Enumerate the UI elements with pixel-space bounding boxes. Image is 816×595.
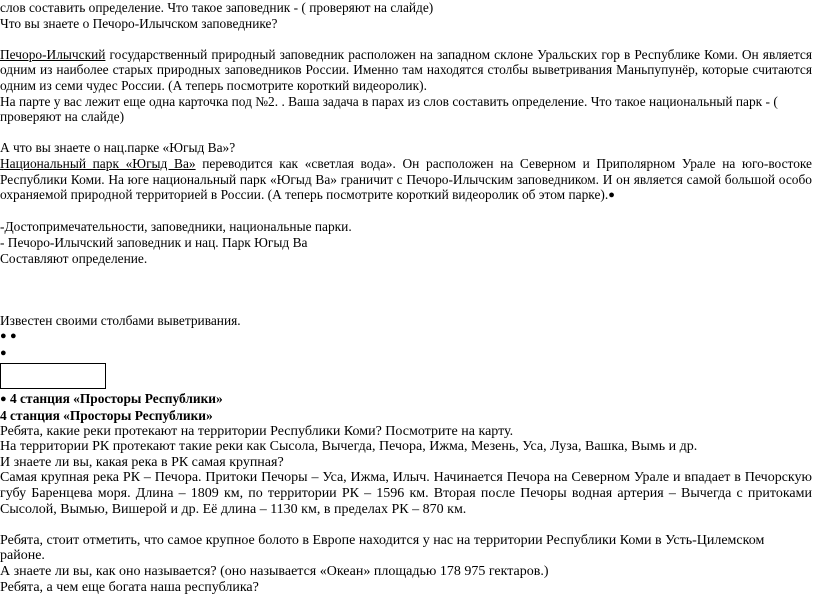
- bullet-icon: ●: [0, 330, 7, 343]
- station-heading-text: 4 станция «Просторы Республики»: [6, 391, 223, 407]
- empty-text-box[interactable]: [0, 363, 106, 389]
- list-line-1: -Достопримечательности, заповедники, национальные парки.: [0, 219, 352, 235]
- question-park: А что вы знаете о нац.парке «Югыд Ва»?: [0, 140, 236, 156]
- spacer: [0, 125, 812, 141]
- station-heading: 4 станция «Просторы Республики»: [0, 408, 213, 424]
- pechora-paragraph: Самая крупная река РК – Печора. Притоки Печоры – Уса, Ижма, Илыч. Начинается Печора на Северном Урале и впадает в Печорскую губу Баренцева моря. Длина – 1809 км, по территории РК – 1596 км. Вторая после Печоры водная артерия – Вычегда с притоками Сысолой, Вымью, Вишерой и др. Её длина – 1130 км, в пределах РК – 870 км.: [0, 470, 812, 517]
- paragraph-card: На парте у вас лежит еще одна карточка под №2. . Ваша задача в парах из слов составить определение. Что такое национальный парк - ( проверяют на слайде): [0, 93, 778, 125]
- rivers-list: На территории РК протекают такие реки как Сысола, Вычегда, Печора, Ижма, Мезень, Уса, Луза, Вашка, Вымь и др.: [0, 439, 698, 455]
- swamp-paragraph: Ребята, стоит отметить, что самое крупное болото в Европе находится у нас на территории Республики Коми в Усть-Цилемском районе.: [0, 532, 765, 564]
- swamp-question: А знаете ли вы, как оно называется? (оно называется «Океан» площадью 178 975 гектаров.): [0, 564, 549, 579]
- reserve-link[interactable]: Печоро-Илычский: [0, 46, 106, 62]
- bullet-icon: ●: [0, 346, 7, 359]
- bullet-row-1: [0, 328, 812, 345]
- list-line-2: - Печоро-Илычский заповедник и нац. Парк Югыд Ва: [0, 234, 308, 250]
- spacer: [0, 204, 812, 220]
- text-line-2: Что вы знаете о Печоро-Илычском заповеднике?: [0, 15, 278, 31]
- park-text: переводится как «светлая вода». Он расположен на Северном и Приполярном Урале на юго-востоке Республики Коми. На юге национальный парк «Югыд Ва» граничит с Печоро-Илычским заповедником. И он является самой большой особо охраняемой природной территорией в России. (А теперь посмотрите короткий видеоролик об этом парке).: [0, 155, 813, 203]
- bullet-row-2: [0, 345, 812, 362]
- spacer: [0, 297, 812, 313]
- rivers-question: Ребята, какие реки протекают на территории Республики Коми? Посмотрите на карту.: [0, 423, 514, 439]
- paragraph-park: [0, 156, 812, 204]
- list-line-3: Составляют определение.: [0, 250, 148, 266]
- spacer: [0, 266, 812, 297]
- station-heading-bulleted: [0, 391, 812, 408]
- wealth-question: Ребята, а чем еще богата наша республика?: [0, 579, 259, 595]
- bullet-icon: ●: [10, 330, 17, 343]
- reserve-text: государственный природный заповедник расположен на западном склоне Уральских гор в Республике Коми. Он является одним из наиболее старых природных заповедников России. Именно там находятся столбы выветривания Маньпупунёр, которые считаются одним из семи чудес России. (А теперь посмотрите короткий видеоролик).: [0, 46, 812, 93]
- bullet-icon: ●: [0, 393, 7, 406]
- largest-river-question: И знаете ли вы, какая река в РК самая крупная?: [0, 454, 284, 470]
- text-line-1: слов составить определение. Что такое заповедник - ( проверяют на слайде): [0, 0, 434, 15]
- paragraph-reserve: [0, 47, 812, 94]
- bullet-icon: ●: [608, 189, 615, 202]
- known-for-text: Известен своими столбами выветривания.: [0, 312, 241, 328]
- spacer: [0, 517, 812, 533]
- spacer: [0, 31, 812, 47]
- park-link[interactable]: Национальный парк «Югыд Ва»: [0, 155, 196, 171]
